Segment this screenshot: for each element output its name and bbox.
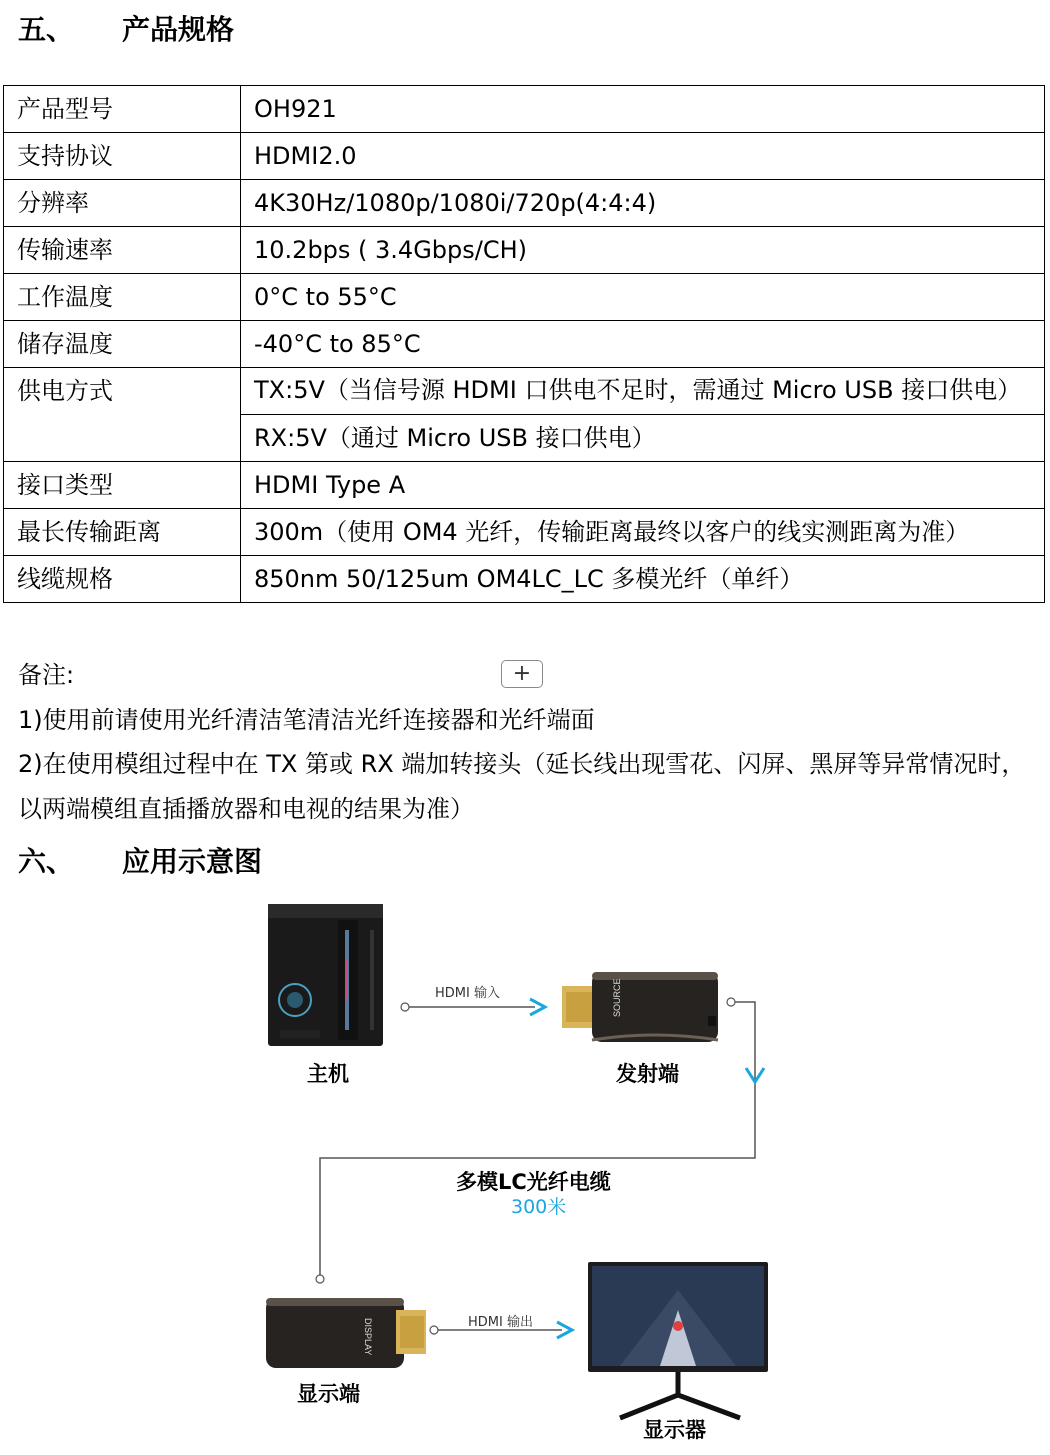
section-number: 五、 <box>18 13 75 46</box>
hdmi-output-label: HDMI 输出 <box>468 1315 533 1330</box>
cable-label: 多模LC光纤电缆 <box>456 1170 611 1194</box>
table-row <box>4 86 1045 133</box>
spec-value: 0°C to 55°C <box>241 274 1045 321</box>
receiver-module-image <box>266 1298 426 1368</box>
spec-value: 4K30Hz/1080p/1080i/720p(4:4:4) <box>241 180 1045 227</box>
spec-label: 分辨率 <box>4 180 241 227</box>
spec-value: HDMI2.0 <box>241 133 1045 180</box>
note-item: 1)使用前请使用光纤清洁笔清洁光纤连接器和光纤端面 <box>18 706 595 734</box>
table-row <box>4 321 1045 368</box>
spec-label: 供电方式 <box>4 368 241 462</box>
transmitter-label: 发射端 <box>616 1062 679 1086</box>
spec-value: 10.2bps ( 3.4Gbps/CH) <box>241 227 1045 274</box>
spec-label: 储存温度 <box>4 321 241 368</box>
table-row <box>4 133 1045 180</box>
spec-label: 支持协议 <box>4 133 241 180</box>
table-row <box>4 509 1045 556</box>
spec-value: HDMI Type A <box>241 462 1045 509</box>
spec-label: 线缆规格 <box>4 556 241 603</box>
table-row <box>4 180 1045 227</box>
monitor-label: 显示器 <box>643 1418 706 1442</box>
spec-value: 850nm 50/125um OM4LC_LC 多模光纤（单纤） <box>241 556 1045 603</box>
spec-value: RX:5V（通过 Micro USB 接口供电） <box>241 415 1045 462</box>
cable-length: 300米 <box>511 1196 567 1218</box>
transmitter-module-image <box>562 972 718 1042</box>
spec-label: 接口类型 <box>4 462 241 509</box>
display-label: DISPLAY <box>363 1318 373 1356</box>
spec-value: 300m（使用 OM4 光纤，传输距离最终以客户的线实测距离为准） <box>241 509 1045 556</box>
section-number: 六、 <box>18 845 75 878</box>
section-title: 应用示意图 <box>122 845 263 878</box>
application-diagram <box>200 890 850 1450</box>
table-row <box>4 368 1045 415</box>
section-heading-specs <box>18 8 234 48</box>
monitor-image <box>588 1262 768 1418</box>
expand-button[interactable]: + <box>501 660 543 688</box>
host-label: 主机 <box>307 1062 349 1086</box>
spec-label: 最长传输距离 <box>4 509 241 556</box>
table-row <box>4 274 1045 321</box>
spec-label: 传输速率 <box>4 227 241 274</box>
spec-table <box>3 85 1045 603</box>
table-row <box>4 462 1045 509</box>
section-title: 产品规格 <box>122 13 235 46</box>
display-end-label: 显示端 <box>297 1382 360 1406</box>
spec-value: TX:5V（当信号源 HDMI 口供电不足时，需通过 Micro USB 接口供电） <box>241 368 1045 415</box>
note-item: 2)在使用模组过程中在 TX 第或 RX 端加转接头（延长线出现雪花、闪屏、黑屏等异常情况时，以两端模组直插播放器和电视的结果为准） <box>18 750 1026 823</box>
spec-value: OH921 <box>241 86 1045 133</box>
source-label: SOURCE <box>612 978 622 1017</box>
table-row <box>4 227 1045 274</box>
spec-label: 产品型号 <box>4 86 241 133</box>
notes-title: 备注: <box>18 661 75 689</box>
spec-value: -40°C to 85°C <box>241 321 1045 368</box>
section-heading-diagram <box>18 840 262 880</box>
hdmi-input-label: HDMI 输入 <box>435 986 500 1001</box>
spec-label: 工作温度 <box>4 274 241 321</box>
pc-tower-image <box>268 904 383 1046</box>
table-row <box>4 556 1045 603</box>
